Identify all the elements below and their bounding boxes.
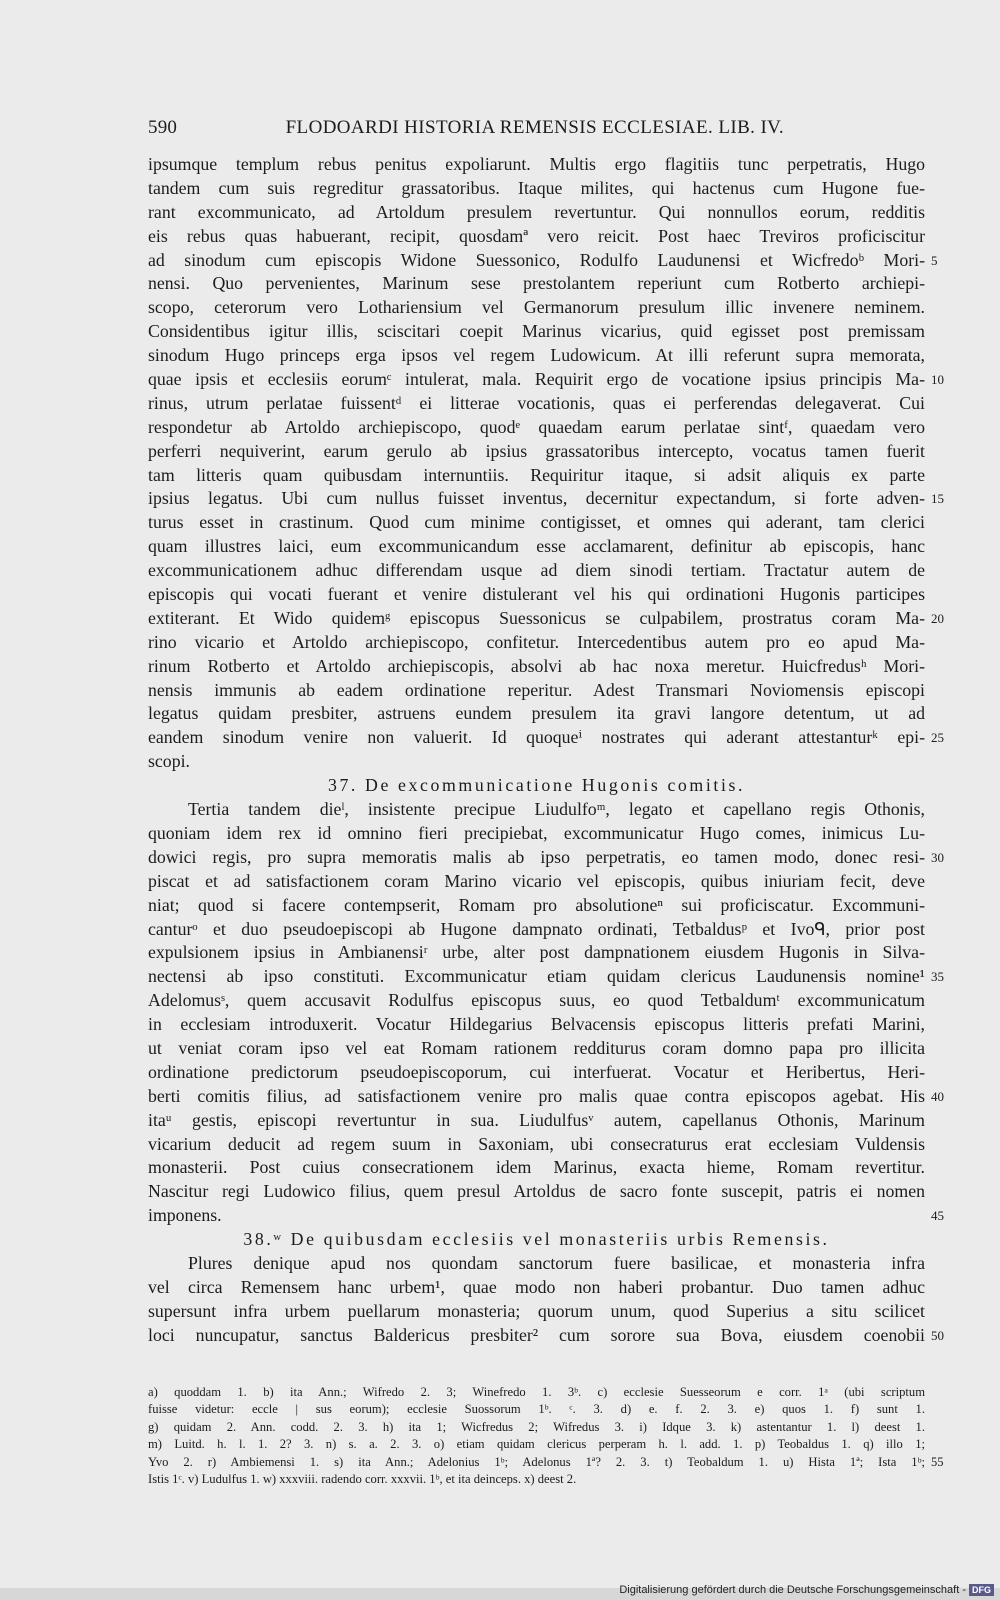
text-line xyxy=(148,535,925,559)
line-text: 37. De excommunicatione Hugonis comitis. xyxy=(327,775,746,796)
line-text: 38.ʷ De quibusdam ecclesiis vel monasteriis urbis Remensis. xyxy=(243,1229,830,1250)
line-text: nectensi ab ipso constituti. Excommunicatur etiam quidam clericus Laudunensis nomine¹ xyxy=(148,966,925,987)
line-text: turus esset in crastinum. Quod cum minime contigisset, et omnes qui aderant, tam clerici xyxy=(148,512,925,533)
text-line xyxy=(148,918,925,942)
line-text: Tertia tandem dieˡ, insistente precipue Liudulfoᵐ, legato et capellano regis Othonis, xyxy=(188,799,925,820)
text-line xyxy=(148,1133,925,1157)
line-text: supersunt infra urbem puellarum monasteria; quorum unum, quod Superius a situ scilicet xyxy=(148,1300,925,1321)
line-text: piscat et ad satisfactionem coram Marino vicario vel episcopis, quibus iniuriam fecit, deve xyxy=(148,870,925,891)
text-line xyxy=(148,1037,925,1061)
credit-line xyxy=(619,1584,994,1596)
line-number: 40 xyxy=(931,1088,944,1104)
line-text: legatus quidam presbiter, astruens eundem presulem ita gravi langore detentum, ut ad xyxy=(148,703,925,724)
footnote-line xyxy=(148,1419,925,1436)
text-line xyxy=(148,750,925,774)
line-text: excommunicationem adhuc differendam usque ad diem sinodi tertiam. Tractatur autem de xyxy=(148,560,925,581)
footnote-line xyxy=(148,1436,925,1453)
line-text: monasterii. Post cuius consecrationem idem Marinus, exacta hieme, Romam revertitur. xyxy=(148,1157,925,1178)
line-text: nensi. Quo pervenientes, Marinum sese prestolantem reperiunt cum Rotberto archiepi- xyxy=(148,273,925,294)
text-line xyxy=(148,1085,944,1109)
text-line xyxy=(148,1252,925,1276)
body-text xyxy=(148,153,944,1348)
line-number: 5 xyxy=(931,252,938,268)
running-title: FLODOARDI HISTORIA REMENSIS ECCLESIAE. LIB. IV. xyxy=(285,117,784,138)
line-text: eandem sinodum venire non valuerit. Id quoqueⁱ nostrates qui aderant attestanturᵏ epi- xyxy=(148,727,925,748)
line-text: eis rebus quas habuerant, recipit, quosdamª vero reicit. Post haec Treviros proficiscitur xyxy=(148,225,925,246)
line-number: 15 xyxy=(931,491,944,507)
line-text: scopo, ceterorum vero Lothariensium vel Germanorum presulum illic invenere neminem. xyxy=(148,297,925,318)
text-line xyxy=(148,1324,944,1348)
text-line xyxy=(148,655,925,679)
line-text: rino vicario et Artoldo archiepiscopo, confitetur. Intercedentibus autem pro eo apud Ma- xyxy=(148,631,925,652)
line-text: loci nuncupatur, sanctus Baldericus presbiter² cum sorore sua Bova, eiusdem coenobii xyxy=(148,1324,925,1345)
line-text: Yvo 2. r) Ambiemensi 1. s) ita Ann.; Adelonius 1ᵇ; Adelonus 1ª? 2. 3. t) Teobaldum 1. u) Hista 1ª; Ista 1ᵇ; xyxy=(148,1454,925,1469)
text-line xyxy=(148,726,944,750)
text-line xyxy=(148,1180,925,1204)
text-line xyxy=(148,631,925,655)
line-text: ipsumque templum rebus penitus expoliarunt. Multis ergo flagitiis tunc perpetratis, Hugo xyxy=(148,154,925,174)
text-line xyxy=(148,440,925,464)
text-line xyxy=(148,296,925,320)
line-text: Plures denique apud nos quondam sanctorum fuere basilicae, et monasteria infra xyxy=(188,1252,925,1273)
text-line xyxy=(148,344,925,368)
line-text: Adelomusˢ, quem accusavit Rodulfus episcopus suus, eo quod Tetbaldumᵗ excommunicatum xyxy=(148,990,925,1011)
text-line xyxy=(148,989,925,1013)
text-line xyxy=(148,368,944,392)
line-text: m) Luitd. h. l. 1. 2? 3. n) s. a. 2. 3. o) etiam quidam clericus perperam h. l. add. 1. p) Teobaldus 1. q) illo 1; xyxy=(148,1437,925,1452)
text-line xyxy=(148,272,925,296)
line-text: scopi. xyxy=(148,751,190,772)
line-text: rant excommunicato, ad Artoldum presulem revertuntur. Qui nonnullos eorum, redditis xyxy=(148,201,925,222)
text-line xyxy=(148,177,925,201)
line-text: ordinatione predictorum pseudoepiscoporum, cui interfuerat. Vocatur et Heribertus, Heri- xyxy=(148,1061,925,1082)
section-heading xyxy=(148,1228,925,1252)
line-text: Istis 1ᶜ. v) Ludulfus 1. w) xxxviii. radendo corr. xxxvii. 1ᵇ, et ita deinceps. x) deest 2. xyxy=(148,1471,577,1486)
footnotes xyxy=(148,1384,944,1488)
line-text: fuisse videtur: eccle | sus eorum); ecclesie Suossorum 1ᵇ. ᶜ. 3. d) e. f. 2. 3. e) quos 1. f) sunt 1. xyxy=(148,1402,925,1417)
footnote-line xyxy=(148,1401,925,1418)
text-line xyxy=(148,1061,925,1085)
line-text: quae ipsis et ecclesiis eorumᶜ intulerat, mala. Requirit ergo de vocatione ipsius principis Ma- xyxy=(148,369,925,390)
text-line xyxy=(148,559,925,583)
footnote-line xyxy=(148,1384,925,1401)
line-number: 50 xyxy=(931,1327,944,1343)
line-text: Nascitur regi Ludowico filius, quem presul Artoldus de sacro fonte suscepit, patris ei nomen xyxy=(148,1181,925,1202)
running-header xyxy=(148,117,784,139)
line-text: expulsionem ipsius in Ambianensiʳ urbe, alter post dampnationem eiusdem Hugonis in Silva- xyxy=(148,942,925,963)
page-number: 590 xyxy=(148,117,178,138)
footnote-line xyxy=(148,1471,925,1488)
line-text: extiterant. Et Wido quidemᵍ episcopus Suessonicus se culpabilem, prostratus coram Ma- xyxy=(148,607,925,628)
text-line xyxy=(148,487,944,511)
line-text: tam litteris quam quibusdam internuntiis. Requiritur itaque, si adsit aliquis ex parte xyxy=(148,464,925,485)
text-line xyxy=(148,320,925,344)
line-text: ipsius legatus. Ubi cum nullus fuisset inventus, decernitur expectandum, si forte adven- xyxy=(148,488,925,509)
line-text: vel circa Remensem hanc urbem¹, quae modo non haberi probantur. Duo tamen adhuc xyxy=(148,1276,925,1297)
line-text: quam illustres laici, eum excommunicandum esse acclamarent, definitur ab episcopis, hanc xyxy=(148,536,925,557)
line-text: in ecclesiam introduxerit. Vocatur Hildegarius Belvacensis episcopus litteris prefati Marini, xyxy=(148,1014,925,1035)
text-line xyxy=(148,583,925,607)
dfg-logo: DFG xyxy=(969,1584,994,1596)
text-line xyxy=(148,822,925,846)
text-line xyxy=(148,846,944,870)
text-line xyxy=(148,225,925,249)
line-text: niat; quod si facere contempserit, Romam pro absolutioneⁿ sui proficiscatur. Excommuni- xyxy=(148,894,925,915)
credit-text: Digitalisierung gefördert durch die Deutsche Forschungsgemeinschaft - xyxy=(619,1584,966,1596)
footnote-line xyxy=(148,1454,944,1471)
line-text: rinum Rotberto et Artoldo archiepiscopis, absolvi ab hac noxa meretur. Huicfredusʰ Mori- xyxy=(148,655,925,676)
line-number: 45 xyxy=(931,1208,944,1224)
line-number: 20 xyxy=(931,610,944,626)
line-text: nensis immunis ab eadem ordinatione reperitur. Adest Transmari Noviomensis episcopi xyxy=(148,679,925,700)
text-line xyxy=(148,464,925,488)
line-text: sinodum Hugo princeps erga ipsos vel regem Ludowicum. At illi referunt supra memorata, xyxy=(148,345,925,366)
line-number: 25 xyxy=(931,730,944,746)
line-number: 55 xyxy=(931,1454,944,1469)
line-number: 30 xyxy=(931,849,944,865)
text-line xyxy=(148,201,925,225)
line-text: imponens. xyxy=(148,1205,222,1226)
line-text: respondetur ab Artoldo archiepiscopo, quodᵉ quaedam earum perlatae sintᶠ, quaedam vero xyxy=(148,416,925,437)
text-line xyxy=(148,1276,925,1300)
line-text: ut veniat coram ipso vel eat Romam rationem redditurus coram domno papa pro illicita xyxy=(148,1037,925,1058)
text-line xyxy=(148,798,925,822)
text-line xyxy=(148,416,925,440)
line-text: tandem cum suis regreditur grassatoribus. Itaque milites, qui hactenus cum Hugone fue- xyxy=(148,177,925,198)
line-number: 10 xyxy=(931,372,944,388)
text-line xyxy=(148,1109,925,1133)
line-text: Considentibus igitur illis, sciscitari coepit Marinus vicarius, quid egisset post premissam xyxy=(148,321,925,342)
text-line xyxy=(148,1204,944,1228)
line-text: g) quidam 2. Ann. codd. 2. 3. h) ita 1; Wicfredus 2; Wifredus 3. i) Idque 3. k) astentantur 1. l) deest 1. xyxy=(148,1419,925,1434)
line-text: rinus, utrum perlatae fuissentᵈ ei litterae vocationis, quas ei perferendas delegaverat. Cui xyxy=(148,392,925,413)
text-line xyxy=(148,1013,925,1037)
line-text: itaᵘ gestis, episcopi revertuntur in sua. Liudulfusᵛ autem, capellanus Othonis, Marinum xyxy=(148,1109,925,1130)
text-line xyxy=(148,249,938,273)
text-line xyxy=(148,1300,925,1324)
line-text: quoniam idem rex id omnino fieri precipiebat, excommunicatur Hugo comes, inimicus Lu- xyxy=(148,822,925,843)
text-line xyxy=(148,870,925,894)
section-heading xyxy=(148,774,925,798)
text-line xyxy=(148,511,925,535)
text-line xyxy=(148,153,925,177)
line-text: canturᵒ et duo pseudoepiscopi ab Hugone dampnato ordinati, Tetbaldusᵖ et Ivoᑫ, prior post xyxy=(148,918,925,939)
text-line xyxy=(148,702,925,726)
text-line xyxy=(148,965,944,989)
line-text: a) quoddam 1. b) ita Ann.; Wifredo 2. 3; Winefredo 1. 3ᵇ. c) ecclesie Suesseorum e corr. 1ᵃ (ubi scriptum xyxy=(148,1385,925,1399)
text-line xyxy=(148,607,944,631)
text-line xyxy=(148,392,925,416)
line-text: ad sinodum cum episcopis Widone Suessonico, Rodulfo Laudunensi et Wicfredoᵇ Mori- xyxy=(148,249,925,270)
line-text: perferri nequiverint, earum gerulo ab ipsius grassatoribus intercepto, vocatus tamen fuerit xyxy=(148,440,925,461)
line-text: berti comitis filius, ad satisfactionem venire pro malis quae contra episcopos agebat. His xyxy=(148,1085,925,1106)
line-number: 35 xyxy=(931,969,944,985)
text-line xyxy=(148,941,925,965)
line-text: dowici regis, pro supra memoratis malis ab ipso perpetratis, eo tamen modo, donec resi- xyxy=(148,846,925,867)
text-line xyxy=(148,894,925,918)
line-text: vicarium deducit ad regem suum in Saxoniam, ubi consecraturus erat ecclesiam Vuldensis xyxy=(148,1133,925,1154)
text-line xyxy=(148,679,925,703)
text-line xyxy=(148,1156,925,1180)
line-text: episcopis qui vocati fuerant et venire distulerant vel his qui ordinationi Hugonis participes xyxy=(148,584,925,605)
